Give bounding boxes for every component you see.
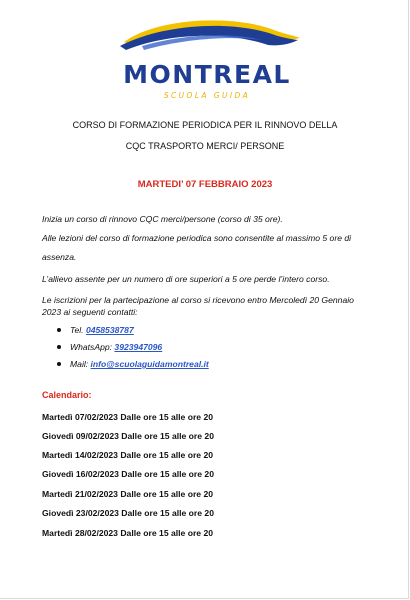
document-title-line-2: CQC TRASPORTO MERCI/ PERSONE bbox=[125, 141, 285, 151]
paragraph-absence-limit: Alle lezioni del corso di formazione periodica sono consentite al massimo 5 ore di bbox=[42, 233, 352, 243]
brand-name: MONTREAL bbox=[123, 60, 291, 89]
phone-link[interactable]: 0458538787 bbox=[85, 325, 134, 335]
calendar-row: Martedì 21/02/2023 Dalle ore 15 alle ore 20 bbox=[42, 489, 214, 499]
email-link[interactable]: info@scuolaguidamontreal.it bbox=[90, 359, 209, 369]
calendar-row: Martedì 14/02/2023 Dalle ore 15 alle ore 20 bbox=[42, 450, 214, 460]
contact-whatsapp bbox=[57, 342, 377, 359]
calendar-row: Martedì 07/02/2023 Dalle ore 15 alle ore 20 bbox=[42, 412, 214, 422]
contact-list bbox=[57, 325, 377, 376]
calendar-heading: Calendario: bbox=[42, 390, 92, 400]
bullet-icon bbox=[57, 345, 61, 349]
bullet-icon bbox=[57, 362, 61, 366]
contact-label: Mail: bbox=[70, 359, 91, 369]
contact-phone bbox=[57, 325, 377, 342]
contact-label: Tel. bbox=[70, 325, 86, 335]
calendar-row: Giovedì 09/02/2023 Dalle ore 15 alle ore 20 bbox=[42, 431, 214, 441]
paragraph-registration: Le iscrizioni per la partecipazione al corso si ricevono entro Mercoledì 20 Gennaio bbox=[42, 295, 354, 305]
logo bbox=[112, 12, 302, 102]
contact-mail bbox=[57, 359, 377, 376]
contact-label: WhatsApp: bbox=[70, 342, 115, 352]
calendar-row: Giovedì 23/02/2023 Dalle ore 15 alle ore 20 bbox=[42, 508, 214, 518]
paragraph-absence-rule: L’allievo assente per un numero di ore superiori a 5 ore perde l’intero corso. bbox=[42, 274, 330, 284]
whatsapp-link[interactable]: 3923947096 bbox=[114, 342, 163, 352]
car-silhouette-icon bbox=[112, 12, 302, 62]
paragraph-absence-limit-cont: assenza. bbox=[42, 252, 77, 262]
calendar-row: Giovedì 16/02/2023 Dalle ore 15 alle ore 20 bbox=[42, 469, 214, 479]
course-date: MARTEDI’ 07 FEBBRAIO 2023 bbox=[137, 179, 273, 190]
paragraph-registration-cont: 2023 ai seguenti contatti: bbox=[42, 307, 138, 317]
brand-subtitle: SCUOLA GUIDA bbox=[163, 91, 251, 100]
calendar-row: Martedì 28/02/2023 Dalle ore 15 alle ore 20 bbox=[42, 528, 214, 538]
bullet-icon bbox=[57, 328, 61, 332]
document-title-line-1: CORSO DI FORMAZIONE PERIODICA PER IL RINNOVO DELLA bbox=[72, 120, 338, 130]
paragraph-course-start: Inizia un corso di rinnovo CQC merci/persone (corso di 35 ore). bbox=[42, 214, 283, 224]
